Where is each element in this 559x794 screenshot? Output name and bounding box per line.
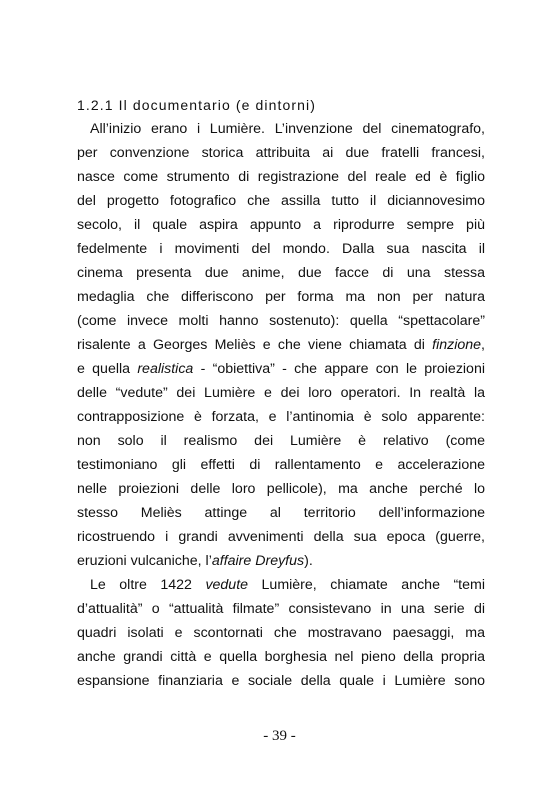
text-line bbox=[77, 333, 485, 357]
text-segment: stesso Meliès attinge al territorio dell’informazione bbox=[77, 505, 485, 521]
text-line bbox=[77, 261, 485, 285]
text-line bbox=[77, 237, 485, 261]
text-segment: Le oltre 1422 bbox=[90, 577, 206, 593]
text-segment: All’inizio erano i Lumière. L’invenzione del cinematografo, bbox=[90, 121, 485, 137]
section-heading: 1.2.1 Il documentario (e dintorni) bbox=[77, 97, 316, 113]
text-line bbox=[77, 141, 485, 165]
text-line bbox=[77, 501, 485, 525]
text-line bbox=[77, 429, 485, 453]
text-line bbox=[77, 453, 485, 477]
text-line bbox=[90, 117, 485, 141]
text-line bbox=[77, 669, 485, 693]
text-segment: contrapposizione è forzata, e l’antinomia è solo apparente: bbox=[77, 409, 485, 425]
text-line bbox=[77, 621, 485, 645]
text-line bbox=[90, 573, 485, 597]
text-segment: per convenzione storica attribuita ai due fratelli francesi, bbox=[77, 145, 485, 161]
text-line bbox=[77, 285, 485, 309]
text-line bbox=[77, 405, 485, 429]
text-segment: ). bbox=[304, 553, 313, 569]
italic-text: realistica bbox=[137, 361, 194, 377]
italic-text: affaire Dreyfus bbox=[211, 553, 305, 569]
text-line bbox=[77, 549, 485, 573]
text-line bbox=[77, 645, 485, 669]
text-line bbox=[77, 189, 485, 213]
text-segment: secolo, il quale aspira appunto a riprodurre sempre più bbox=[77, 217, 485, 233]
text-segment: Lumière, chiamate anche “temi bbox=[248, 577, 485, 593]
text-segment: e quella bbox=[77, 361, 138, 377]
text-segment: anche grandi città e quella borghesia nel pieno della propria bbox=[77, 649, 485, 665]
text-segment: nasce come strumento di registrazione del reale ed è figlio bbox=[77, 169, 485, 185]
text-line bbox=[77, 525, 485, 549]
text-segment: medaglia che differiscono per forma ma non per natura bbox=[77, 289, 485, 305]
text-segment: risalente a Georges Meliès e che viene chiamata di bbox=[77, 337, 433, 353]
text-segment: (come invece molti hanno sostenuto): quella “spettacolare” bbox=[77, 313, 485, 329]
text-segment: d’attualità” o “attualità filmate” consistevano in una serie di bbox=[77, 601, 485, 617]
text-line bbox=[77, 309, 485, 333]
text-segment: ricostruendo i grandi avvenimenti della sua epoca (guerre, bbox=[77, 529, 485, 545]
italic-text: finzione bbox=[432, 337, 482, 353]
text-segment: del progetto fotografico che assilla tutto il diciannovesimo bbox=[77, 193, 485, 209]
text-segment: delle “vedute” dei Lumière e dei loro operatori. In realtà la bbox=[77, 385, 485, 401]
italic-text: vedute bbox=[205, 577, 249, 593]
text-line bbox=[77, 165, 485, 189]
text-line bbox=[77, 357, 485, 381]
page-number: - 39 - bbox=[263, 728, 296, 744]
text-line bbox=[77, 381, 485, 405]
text-line bbox=[77, 213, 485, 237]
text-segment: eruzioni vulcaniche, l’ bbox=[77, 553, 212, 569]
text-segment: espansione finanziaria e sociale della quale i Lumière sono bbox=[77, 673, 485, 689]
text-segment: nelle proiezioni delle loro pellicole), ma anche perché lo bbox=[77, 481, 485, 497]
text-segment: cinema presenta due anime, due facce di una stessa bbox=[77, 265, 485, 281]
text-segment: fedelmente i movimenti del mondo. Dalla sua nascita il bbox=[77, 241, 485, 257]
text-segment: non solo il realismo dei Lumière è relativo (come bbox=[77, 433, 485, 449]
text-line bbox=[77, 477, 485, 501]
text-line bbox=[77, 597, 485, 621]
text-segment: testimoniano gli effetti di rallentamento e accelerazione bbox=[77, 457, 485, 473]
text-segment: , bbox=[481, 337, 485, 353]
text-segment: quadri isolati e scontornati che mostravano paesaggi, ma bbox=[77, 625, 485, 641]
text-segment: - “obiettiva” - che appare con le proiezioni bbox=[193, 361, 485, 377]
